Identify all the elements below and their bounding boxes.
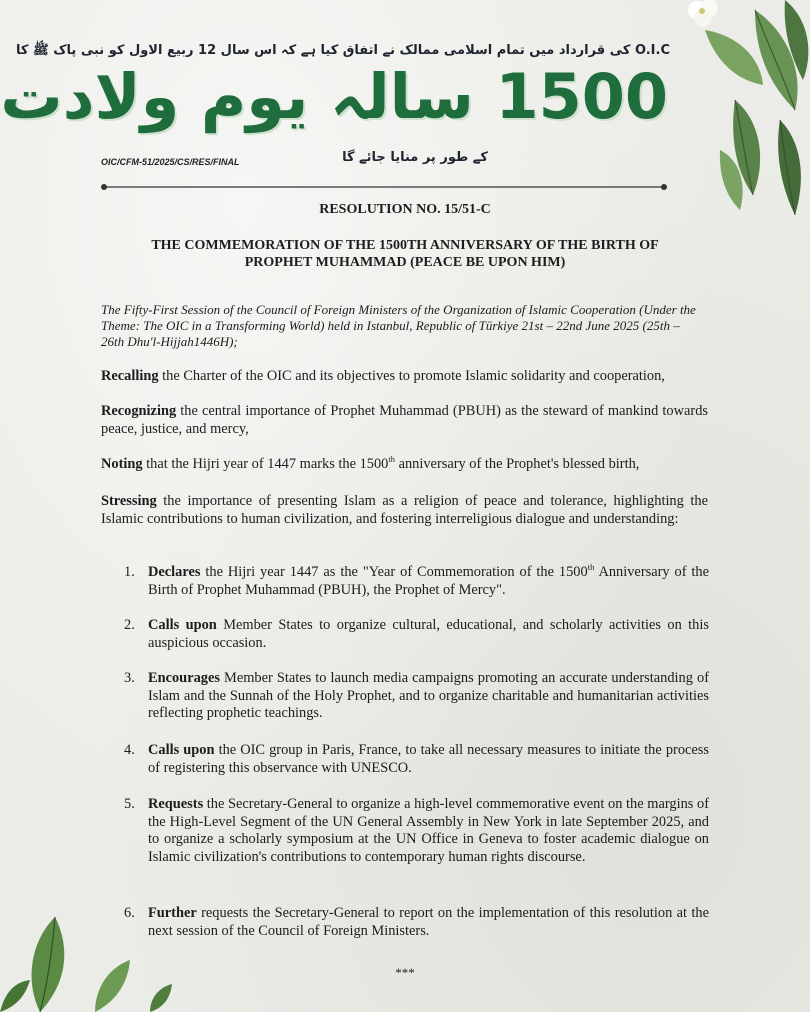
resolution-title-line-2: PROPHET MUHAMMAD (PEACE BE UPON HIM) xyxy=(244,255,566,270)
clause-lead: Calls upon xyxy=(148,617,217,633)
operative-clause-1 xyxy=(124,564,709,599)
resolution-title xyxy=(110,237,700,271)
operative-clause-6 xyxy=(124,905,709,940)
urdu-subtitle: کے طور پر منایا جائے گا xyxy=(342,150,488,165)
clause-number: 1. xyxy=(124,564,135,580)
clause-lead: Encourages xyxy=(148,670,220,686)
clause-text-cont: Anniversary of the Birth of Prophet Muhammad (PBUH), the Prophet of Mercy". xyxy=(148,564,710,598)
resolution-title-line-1: THE COMMEMORATION OF THE 1500TH ANNIVERSARY OF THE BIRTH OF xyxy=(151,238,659,253)
urdu-headline-1500-birth-anniversary: 1500 سالہ یوم ولادت xyxy=(0,60,668,133)
recital-lead: Recalling xyxy=(101,368,159,384)
clause-text: the OIC group in Paris, France, to take all necessary measures to initiate the process of registering this observance with UNESCO. xyxy=(148,742,709,776)
operative-clause-2 xyxy=(124,617,709,652)
recital-recognizing xyxy=(101,403,708,438)
clause-number: 4. xyxy=(124,742,135,758)
clause-text: Member States to organize cultural, educational, and scholarly activities on this auspicious occasion. xyxy=(148,617,709,651)
document-reference: OIC/CFM-51/2025/CS/RES/FINAL xyxy=(101,157,240,167)
clause-text: the Hijri year 1447 as the "Year of Commemoration of the 1500 xyxy=(200,564,588,580)
superscript-th: th xyxy=(388,454,395,465)
recital-text: that the Hijri year of 1447 marks the 1500 xyxy=(142,456,389,472)
clause-lead: Further xyxy=(148,905,197,921)
preamble: The Fifty-First Session of the Council of Foreign Ministers of the Organization of Islamic Cooperation (Under the Theme: The OIC in a Transforming World) held in Istanbul, Republic of Türkiye 21st – 22nd June 2025 (25th – 26th Dhu'l-Hijjah1446H); xyxy=(101,302,696,349)
clause-lead: Declares xyxy=(148,564,201,580)
resolution-number: RESOLUTION NO. 15/51-C xyxy=(319,202,491,217)
header-divider xyxy=(100,183,668,191)
recital-text-cont: anniversary of the Prophet's blessed birth, xyxy=(394,456,640,472)
operative-clause-4 xyxy=(124,742,709,777)
recital-text: the central importance of Prophet Muhammad (PBUH) as the steward of mankind towards peace, justice, and mercy, xyxy=(101,403,708,437)
recital-text: the importance of presenting Islam as a religion of peace and tolerance, highlighting the Islamic contributions to human civilization, and fostering interreligious dialogue and understanding: xyxy=(101,493,708,527)
recital-lead: Stressing xyxy=(101,493,157,509)
clause-text: Member States to launch media campaigns promoting an accurate understanding of Islam and the Sunnah of the Holy Prophet, and to organize charitable and humanitarian activities reflecting prophetic teachings. xyxy=(148,670,709,721)
recital-lead: Recognizing xyxy=(101,403,177,419)
recital-recalling xyxy=(101,368,708,386)
recital-lead: Noting xyxy=(101,456,143,472)
superscript-th: th xyxy=(587,562,595,573)
operative-clause-5 xyxy=(124,796,709,866)
end-of-document-mark: *** xyxy=(395,965,415,980)
recital-text: the Charter of the OIC and its objectives to promote Islamic solidarity and cooperation, xyxy=(158,368,665,384)
flower-icon xyxy=(688,0,718,27)
clause-text: the Secretary-General to organize a high-level commemorative event on the margins of the High-Level Segment of the UN General Assembly in New York in late September 2025, and to organize a scholarly symposium at the UN Office in Geneva to foster academic dialogue on Islamic civilization's contributions to contemporary human rights discourse. xyxy=(148,796,709,865)
clause-number: 3. xyxy=(124,670,135,686)
clause-number: 5. xyxy=(124,796,135,812)
operative-clause-3 xyxy=(124,670,709,723)
recital-noting xyxy=(101,456,708,474)
clause-text: requests the Secretary-General to report on the implementation of this resolution at the next session of the Council of Foreign Ministers. xyxy=(148,905,709,939)
clause-number: 6. xyxy=(124,905,135,921)
recital-stressing xyxy=(101,493,708,528)
urdu-announcement-line: O.I.C کی قرارداد میں تمام اسلامی ممالک نے اتفاق کیا ہے کہ اس سال 12 ربیع الاول کو نبی پاک ﷺ کا xyxy=(16,43,670,58)
clause-lead: Calls upon xyxy=(148,742,215,758)
clause-number: 2. xyxy=(124,617,135,633)
clause-lead: Requests xyxy=(148,796,204,812)
